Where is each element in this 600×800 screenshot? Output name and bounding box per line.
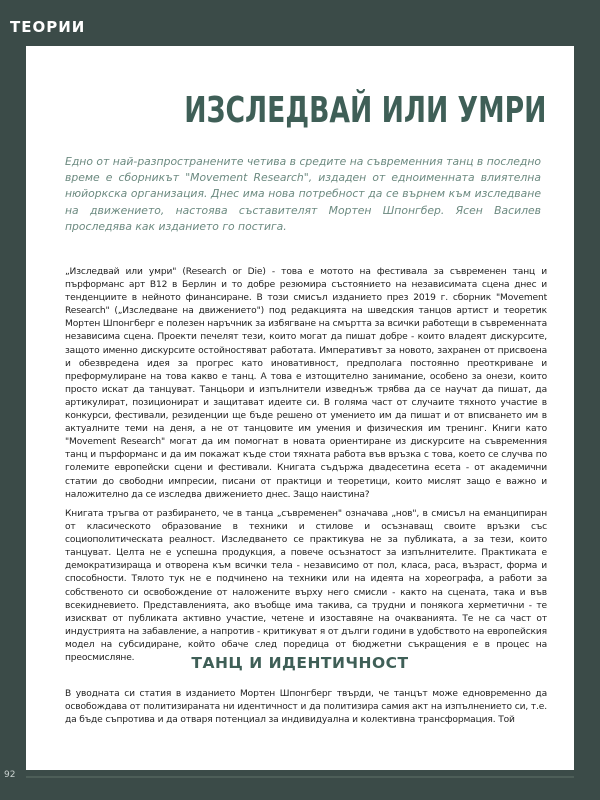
- article-title: ИЗСЛЕДВАЙ ИЛИ УМРИ: [183, 90, 546, 131]
- section-label: ТЕОРИИ: [10, 18, 86, 36]
- page-number: 92: [4, 770, 16, 780]
- footer-divider: [26, 776, 574, 778]
- body-paragraph-2: Книгата тръгва от разбирането, че в танца „съвременен" означава „нов", в смисъл на еманципиран от класическото образование в техники и стилове и осъзнаващ своите връзки със социополитическата реалност. Изследването се практикува не за публиката, а за тези, които танцуват. Целта не е успешна продукция, а повече осъзнатост за изпълнителите. Практиката е демократизираща и отворена към всички тела - независимо от пол, класа, раса, възраст, форма и способности. Тялото тук не е подчинено на техники или на идеята на хореографа, а работи за собственото си освобождение от наложените върху него смисли - както на сцената, така и във всекидневието. Представленията, ако въобще има такива, са трудни и понякога херметични - те изискват от публиката активно участие, четене и изоставяне на очакванията. Те не са част от индустрията на забавление, а напротив - критикуват я от дълги години в удобството на европейския модел на субсидиране, който обаче след поредица от бюджетни съкращения е в процес на преосмисляне.: [65, 509, 547, 664]
- body-paragraph-1: „Изследвай или умри" (Research or Die) - това е мотото на фестивала за съвременен танц и пърформанс арт B12 в Берлин и то добре резюмира състоянието на независимата сцена днес и тенденциите в нейното финансиране. В този смисъл изданието през 2019 г. сборник "Movement Research" („Изследване на движението") под редакцията на шведския танцов артист и теоретик Мортен Шпонгберг е полезен наръчник за избягване на смъртта за всички работещи в съвременната независима сцена. Проекти печелят тези, които могат да пишат добре - които владеят дискурсите, защото именно дискурсите остойностяват работата. Императивът за новото, захранен от присвоена и обезвредена идея за прогрес като иновативност, предполага постоянно преоткриване и преформулиране на това какво е танц. А това е изтощително занимание, особено за онези, които просто искат да танцуват. Танцьори и изпълнители изведнъж трябва да се научат да пишат, да артикулират, позиционират и защитават идеите си. В голяма част от случаите тяхното участие в конкурси, фестивали, резиденции ще бъде решено от умението им да пишат и от вписването им в актуалните теми на деня, а не от танцовите им умения и физическия им тренинг. Книги като "Movement Research" могат да им помогнат в новата ориентиране из дискурсите на съвременния танц и пърформанс и да им покажат къде стои тяхната работа във връзка с това, което се случва по големите европейски сцени и фестивали. Книгата съдържа двадесетина есета - от академични статии до свободни импресии, писани от практици и теоретици, които мислят защо е важно и наложително да се изследва движението днес. Защо наистина?: [65, 267, 547, 500]
- body-paragraph-3: В уводната си статия в изданието Мортен Шпонгберг твърди, че танцът може едновременно да освобождава от политизираната ни идентичност и да политизира самия акт на изпълнението си, т.е. да бъде съпротива и да отваря потенциал за индивидуална и колективна трансформация. Той: [65, 689, 547, 726]
- article-lead: Едно от най-разпространените четива в средите на съвременния танц в последно време е сборникът "Movement Research", издаден от едноименната влиятелна нюйоркска организация. Днес има нова потребност да се върнем към изследване на движението, настоява съставителят Мортен Шпонгбер. Ясен Василев проследява как изданието го постига.: [65, 155, 541, 233]
- section-subheading: ТАНЦ И ИДЕНТИЧНОСТ: [191, 654, 409, 672]
- article-page: [26, 46, 574, 770]
